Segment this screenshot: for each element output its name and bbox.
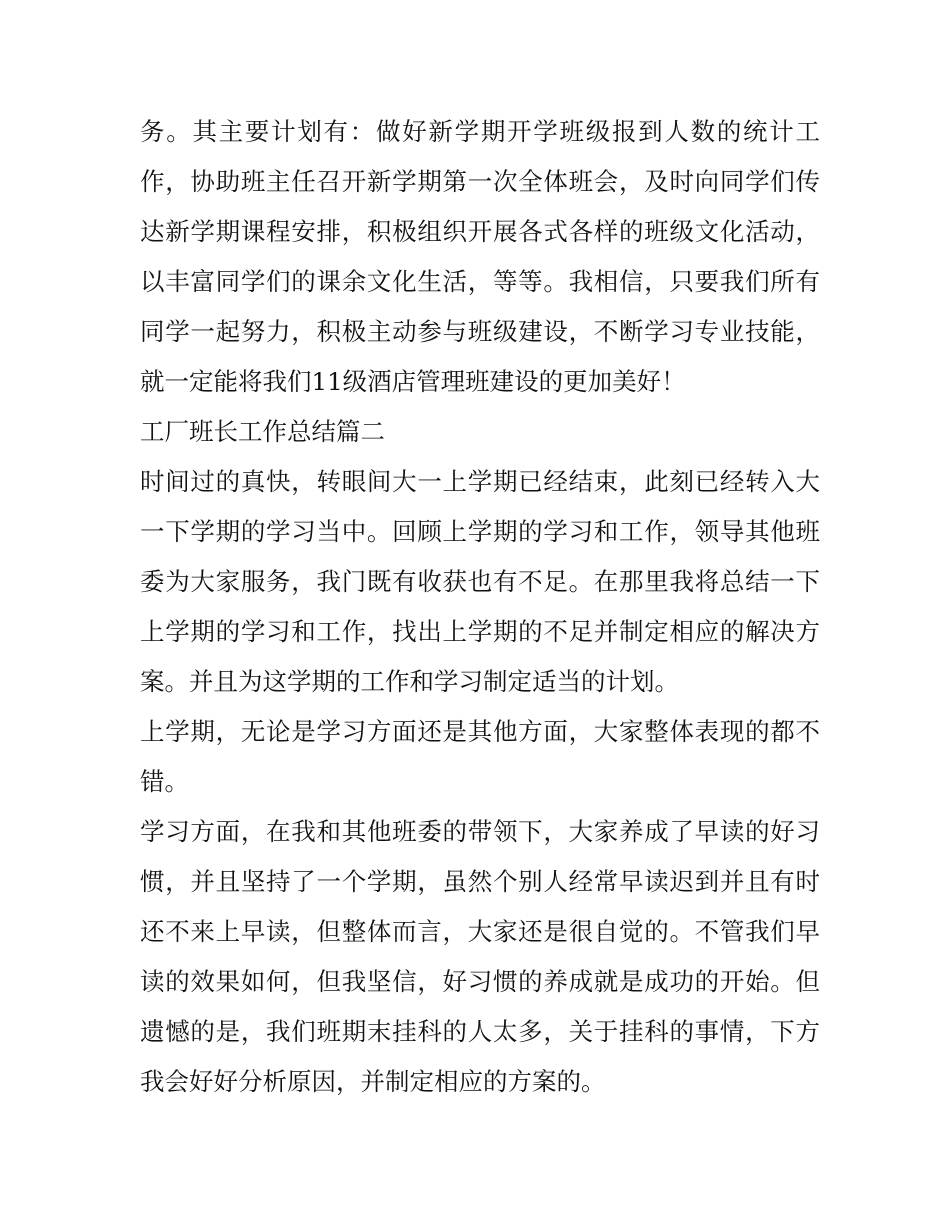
- text-line: 达新学期课程安排，积极组织开展各式各样的班级文化活动，: [140, 217, 820, 246]
- text-line: 同学一起努力，积极主动参与班级建设，不断学习专业技能，: [140, 317, 820, 346]
- text-line: 务。其主要计划有：做好新学期开学班级报到人数的统计工: [140, 117, 820, 146]
- text-line: 上学期的学习和工作，找出上学期的不足并制定相应的解决方: [140, 617, 820, 646]
- text-line: 就一定能将我们11级酒店管理班建设的更加美好！: [140, 367, 686, 396]
- text-line: 我会好好分析原因，并制定相应的方案的。: [140, 1067, 606, 1096]
- text-line: 还不来上早读，但整体而言，大家还是很自觉的。不管我们早: [140, 917, 820, 946]
- text-line: 时间过的真快，转眼间大一上学期已经结束，此刻已经转入大: [140, 467, 820, 496]
- document-body: [140, 107, 820, 1107]
- text-line: 错。: [140, 767, 189, 796]
- paragraph-4: [140, 807, 820, 1107]
- paragraph-2: [140, 457, 820, 707]
- text-line: 上学期，无论是学习方面还是其他方面，大家整体表现的都不: [140, 717, 820, 746]
- text-line: 以丰富同学们的课余文化生活，等等。我相信，只要我们所有: [140, 267, 820, 296]
- paragraph-3: [140, 707, 820, 807]
- paragraph-1: [140, 107, 820, 407]
- section-heading: 工厂班长工作总结篇二: [140, 417, 385, 446]
- text-line: 惯，并且坚持了一个学期，虽然个别人经常早读迟到并且有时: [140, 867, 820, 896]
- text-line: 学习方面，在我和其他班委的带领下，大家养成了早读的好习: [140, 817, 820, 846]
- text-line: 遗憾的是，我们班期末挂科的人太多，关于挂科的事情，下方: [140, 1017, 820, 1046]
- text-line: 委为大家服务，我门既有收获也有不足。在那里我将总结一下: [140, 567, 820, 596]
- text-line: 读的效果如何，但我坚信，好习惯的养成就是成功的开始。但: [140, 967, 820, 996]
- text-line: 一下学期的学习当中。回顾上学期的学习和工作，领导其他班: [140, 517, 820, 546]
- text-line: 案。并且为这学期的工作和学习制定适当的计划。: [140, 667, 679, 696]
- text-line: 作，协助班主任召开新学期第一次全体班会，及时向同学们传: [140, 167, 820, 196]
